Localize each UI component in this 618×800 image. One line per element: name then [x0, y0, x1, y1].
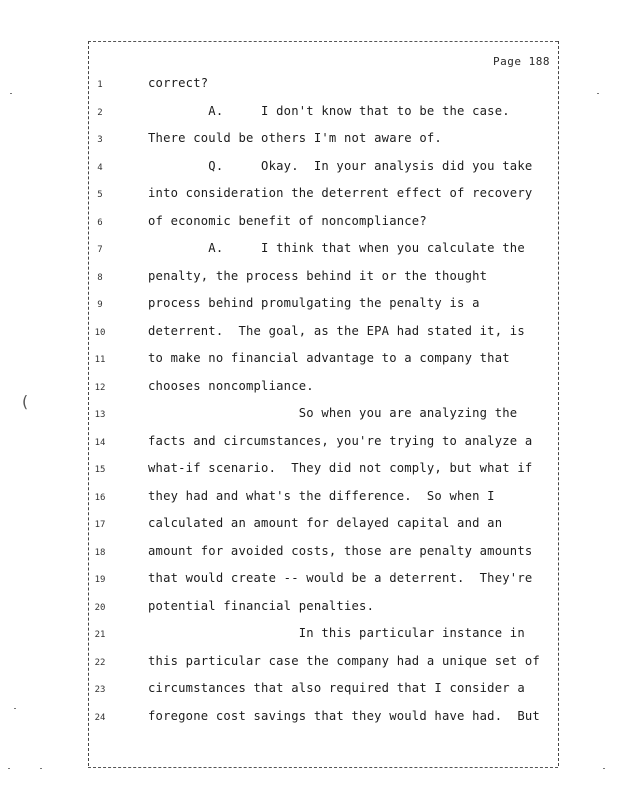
page-number: Page 188: [493, 55, 550, 68]
transcript-line: [0, 516, 618, 536]
transcript-line: [0, 461, 618, 481]
line-number: 8: [97, 272, 103, 283]
line-number: 7: [97, 245, 103, 255]
line-text: foregone cost savings that they would have had. But: [148, 708, 540, 723]
line-number: 21: [94, 630, 106, 640]
line-number: 6: [97, 217, 103, 228]
line-number: 9: [97, 300, 103, 310]
scan-speck: [597, 93, 599, 94]
line-number: 16: [94, 492, 106, 503]
transcript-line: [0, 571, 618, 591]
transcript-line: [0, 406, 618, 426]
transcript-line: [0, 434, 618, 454]
line-text: process behind promulgating the penalty is a: [148, 296, 480, 310]
line-number: 1: [97, 80, 103, 90]
line-text: There could be others I'm not aware of.: [148, 131, 442, 145]
line-number: 23: [94, 685, 106, 695]
line-number: 24: [94, 712, 106, 723]
line-number: 10: [94, 327, 106, 338]
line-number: 11: [94, 355, 106, 365]
line-number: 4: [97, 162, 103, 173]
line-text: So when you are analyzing the: [148, 406, 518, 420]
line-number: 2: [97, 107, 103, 118]
line-text: to make no financial advantage to a company that: [148, 351, 510, 365]
scan-mark: (: [20, 392, 30, 411]
transcript-line: [0, 159, 618, 179]
line-text: calculated an amount for delayed capital and an: [148, 516, 503, 530]
line-number: 19: [94, 575, 106, 585]
line-text: chooses noncompliance.: [148, 378, 314, 393]
transcript-line: [0, 599, 618, 619]
transcript-line: [0, 379, 618, 399]
line-number: 18: [94, 547, 106, 558]
line-number: 14: [94, 437, 106, 448]
line-text: amount for avoided costs, those are penalty amounts: [148, 543, 533, 558]
line-text: potential financial penalties.: [148, 598, 375, 613]
transcript-line: [0, 214, 618, 234]
line-number: 12: [94, 382, 106, 393]
scan-speck: [40, 768, 42, 769]
transcript-line: [0, 296, 618, 316]
line-number: 3: [97, 135, 103, 145]
line-text: what-if scenario. They did not comply, but what if: [148, 461, 533, 475]
line-text: penalty, the process behind it or the thought: [148, 268, 488, 283]
line-text: In this particular instance in: [148, 626, 525, 640]
scan-speck: [8, 768, 10, 769]
line-text: that would create -- would be a deterrent. They're: [148, 571, 533, 585]
transcript-line: [0, 186, 618, 206]
transcript-line: [0, 241, 618, 261]
line-number: 15: [94, 465, 106, 475]
transcript-line: [0, 654, 618, 674]
line-text: A. I don't know that to be the case.: [148, 103, 510, 118]
line-text: of economic benefit of noncompliance?: [148, 213, 427, 228]
transcript-line: [0, 544, 618, 564]
line-text: Q. Okay. In your analysis did you take: [148, 158, 533, 173]
transcript-line: [0, 709, 618, 729]
transcript-line: [0, 104, 618, 124]
line-text: facts and circumstances, you're trying to analyze a: [148, 433, 533, 448]
scan-speck: [10, 93, 12, 94]
transcript-line: [0, 489, 618, 509]
line-number: 20: [94, 602, 106, 613]
line-number: 17: [94, 520, 106, 530]
transcript-line: [0, 681, 618, 701]
line-text: this particular case the company had a unique set of: [148, 653, 540, 668]
line-number: 13: [94, 410, 106, 420]
transcript-line: [0, 324, 618, 344]
line-text: deterrent. The goal, as the EPA had stated it, is: [148, 323, 525, 338]
transcript-line: [0, 131, 618, 151]
scan-speck: [14, 708, 16, 709]
line-text: into consideration the deterrent effect of recovery: [148, 186, 533, 200]
scan-speck: [603, 768, 605, 769]
line-text: A. I think that when you calculate the: [148, 241, 525, 255]
line-text: correct?: [148, 76, 209, 90]
transcript-line: [0, 351, 618, 371]
transcript-line: [0, 626, 618, 646]
line-number: 5: [97, 190, 103, 200]
transcript-line: [0, 76, 618, 96]
line-number: 22: [94, 657, 106, 668]
line-text: circumstances that also required that I consider a: [148, 681, 525, 695]
transcript-line: [0, 269, 618, 289]
line-text: they had and what's the difference. So when I: [148, 488, 495, 503]
